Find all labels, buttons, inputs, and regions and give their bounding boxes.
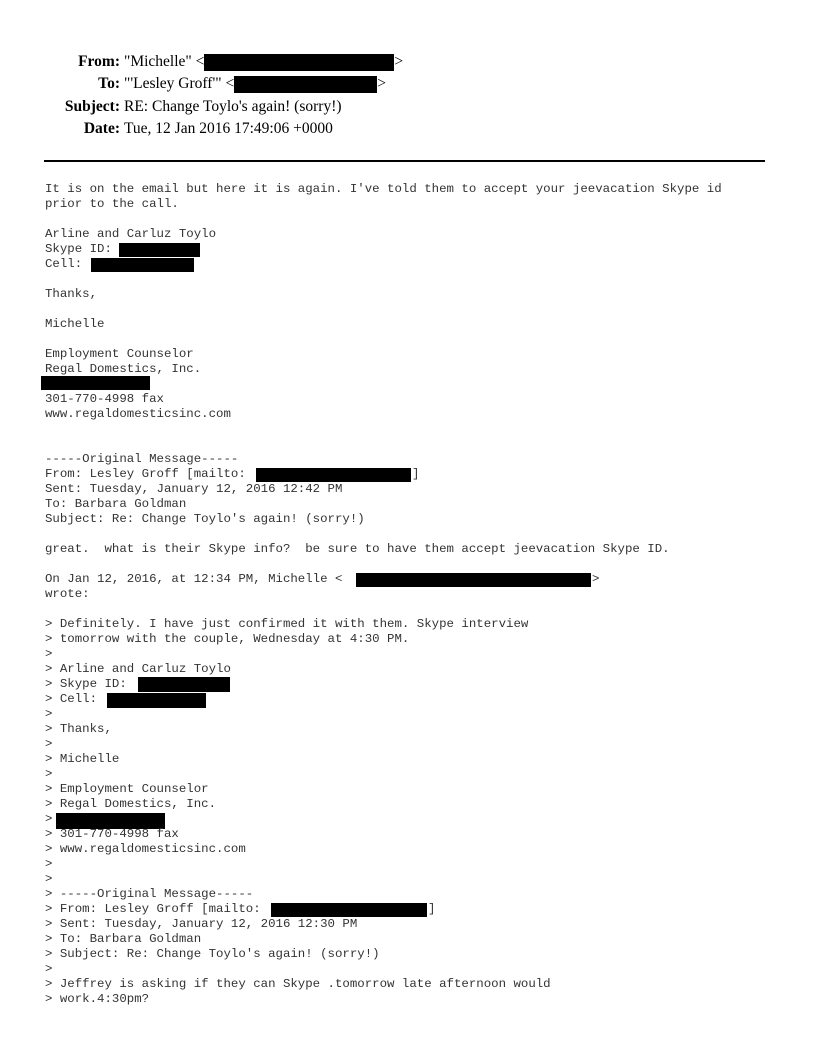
body-line: > (45, 737, 53, 751)
body-line: > (45, 812, 53, 826)
body-line: Arline and Carluz Toylo (45, 227, 217, 241)
redaction-bar (356, 573, 591, 587)
body-line: prior to the call. (45, 197, 179, 211)
body-line: > -----Original Message----- (45, 887, 254, 901)
redaction-bar (91, 258, 194, 272)
redaction-bar (271, 903, 427, 917)
body-line: On Jan 12, 2016, at 12:34 PM, Michelle < (45, 572, 343, 586)
body-line: great. what is their Skype info? be sure to have them accept jeevacation Skype ID. (45, 542, 670, 556)
body-line: Employment Counselor (45, 347, 194, 361)
body-line: > Arline and Carluz Toylo (45, 662, 231, 676)
date-label: Date: (83, 120, 120, 137)
date-value: Tue, 12 Jan 2016 17:49:06 +0000 (124, 120, 333, 137)
subject-value: RE: Change Toylo's again! (sorry!) (124, 98, 342, 115)
header-subject-row (0, 96, 816, 118)
body-line: -----Original Message----- (45, 452, 239, 466)
to-label: To: (98, 75, 120, 92)
body-line: wrote: (45, 587, 90, 601)
body-line: > Sent: Tuesday, January 12, 2016 12:30 PM (45, 917, 358, 931)
body-line: > (45, 767, 53, 781)
body-line: > (45, 962, 53, 976)
body-line: > work.4:30pm? (45, 992, 150, 1006)
header-date-row (0, 118, 816, 140)
redaction-bar (138, 677, 230, 692)
subject-label: Subject: (64, 98, 120, 115)
redaction-bar (234, 76, 377, 93)
body-line: > (45, 647, 53, 661)
body-line: Subject: Re: Change Toylo's again! (sorry!) (45, 512, 365, 526)
body-line: > Regal Domestics, Inc. (45, 797, 217, 811)
from-value: "Michelle" < > (124, 53, 404, 70)
body-line: 301-770-4998 fax (45, 392, 164, 406)
body-line: > www.regaldomesticsinc.com (45, 842, 246, 856)
body-line: Regal Domestics, Inc. (45, 362, 202, 376)
redaction-bar (256, 468, 411, 482)
body-line: Michelle (45, 317, 105, 331)
redaction-bar (107, 693, 206, 708)
from-label: From: (78, 53, 120, 70)
body-line: > (45, 707, 53, 721)
body-line: > Subject: Re: Change Toylo's again! (sorry!) (45, 947, 380, 961)
redaction-bar (41, 376, 150, 390)
body-line: > (45, 857, 53, 871)
body-line: It is on the email but here it is again. I've told them to accept your jeevacation Skype id (45, 182, 722, 196)
body-line: > Thanks, (45, 722, 112, 736)
body-line: > Michelle (45, 752, 120, 766)
body-line: > Jeffrey is asking if they can Skype .tomorrow late afternoon would (45, 977, 551, 991)
body-line: Cell: (45, 257, 83, 271)
body-line: > Employment Counselor (45, 782, 209, 796)
body-line: > 301-770-4998 fax (45, 827, 179, 841)
header-divider (44, 160, 765, 162)
body-line: Skype ID: (45, 242, 112, 256)
body-line: ] (412, 467, 420, 481)
body-line: Sent: Tuesday, January 12, 2016 12:42 PM (45, 482, 343, 496)
body-line: > (592, 572, 600, 586)
redaction-bar (204, 54, 394, 71)
header-to-row (0, 73, 816, 95)
body-line: > Cell: (45, 692, 98, 706)
to-value: "'Lesley Groff'" < > (124, 75, 386, 92)
body-line: To: Barbara Goldman (45, 497, 187, 511)
body-line: Thanks, (45, 287, 98, 301)
body-line: From: Lesley Groff [mailto: (45, 467, 246, 481)
body-line: www.regaldomesticsinc.com (45, 407, 231, 421)
body-line: ] (428, 902, 436, 916)
body-line: > To: Barbara Goldman (45, 932, 202, 946)
header-from-row (0, 51, 816, 73)
redaction-bar (119, 243, 200, 257)
body-line: > tomorrow with the couple, Wednesday at 4:30 PM. (45, 632, 410, 646)
body-line: > Definitely. I have just confirmed it with them. Skype interview (45, 617, 529, 631)
body-line: > Skype ID: (45, 677, 127, 691)
body-line: > (45, 872, 53, 886)
body-line: > From: Lesley Groff [mailto: (45, 902, 261, 916)
